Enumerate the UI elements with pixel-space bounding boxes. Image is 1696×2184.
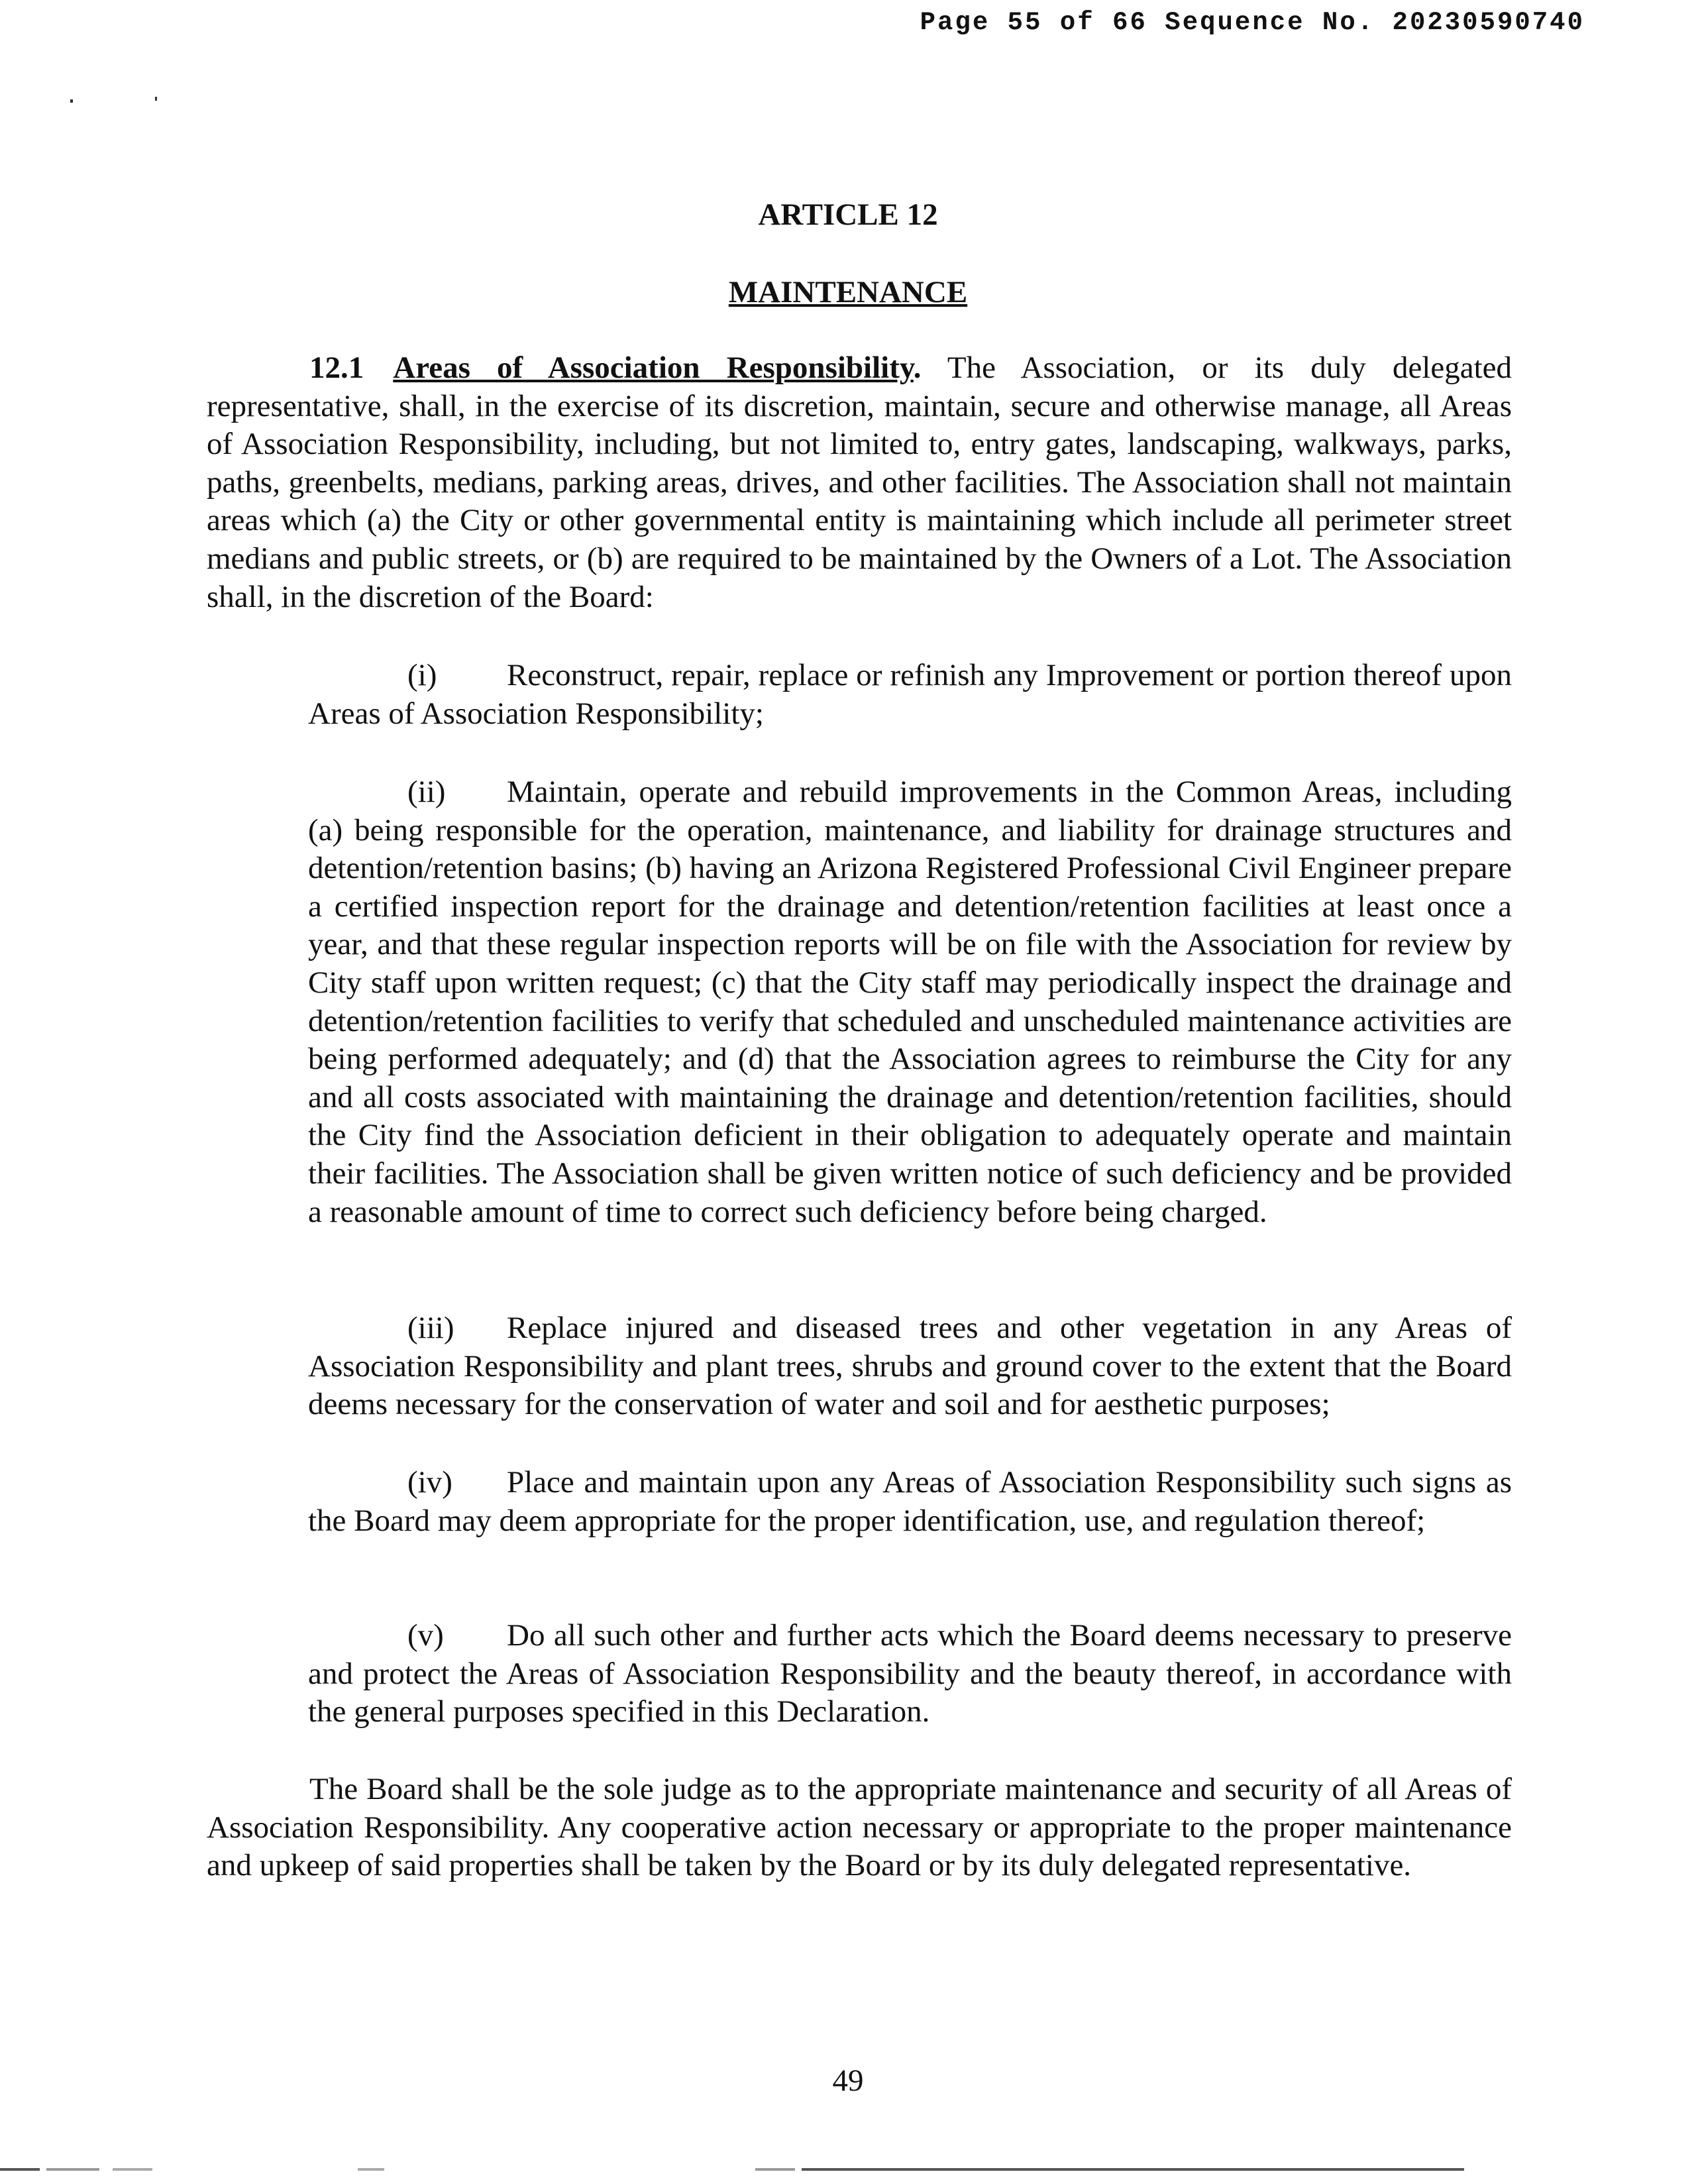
scan-artifact <box>358 2168 384 2171</box>
scan-artifact <box>155 97 157 101</box>
scan-artifact <box>46 2168 99 2171</box>
list-item-text: Replace injured and diseased trees and other vegetation in any Areas of Association Responsibility and plant trees, shrubs and ground cover to the extent that the Board deems necessary for the conservation of water and soil and for aesthetic purposes; <box>308 1311 1512 1422</box>
list-item-v <box>308 1617 1512 1731</box>
section-heading: Areas of Association Responsibility <box>393 351 914 385</box>
list-marker: (iii) <box>407 1311 454 1345</box>
list-item-iii <box>308 1309 1512 1424</box>
list-item-i <box>308 657 1512 733</box>
section-text: The Association, or its duly delegated representative, shall, in the exercise of its discretion, maintain, secure and otherwise manage, all Areas of Association Responsibility, including, but not limited to, entry gates, landscaping, walkways, parks, paths, greenbelts, medians, parking areas, drives, and other facilities. The Association shall not maintain areas which (a) the City or other governmental entity is maintaining which include all perimeter street medians and public streets, or (b) are required to be maintained by the Owners of a Lot. The Association shall, in the discretion of the Board: <box>207 351 1512 614</box>
list-item-text: Place and maintain upon any Areas of Association Responsibility such signs as the Board may deem appropriate for the proper identification, use, and regulation thereof; <box>308 1465 1512 1538</box>
closing-paragraph: The Board shall be the sole judge as to the appropriate maintenance and security of all Areas of Association Responsibility. Any cooperative action necessary or appropriate to the proper maintenance and upkeep of said properties shall be taken by the Board or by its duly delegated representative. <box>207 1772 1512 1883</box>
list-marker: (i) <box>407 658 437 692</box>
list-marker: (iv) <box>407 1465 452 1500</box>
scan-artifact <box>755 2168 795 2171</box>
list-item-ii <box>308 773 1512 1231</box>
list-marker: (ii) <box>407 775 446 809</box>
list-item-iv <box>308 1464 1512 1540</box>
article-title: ARTICLE 12 <box>758 197 938 232</box>
section-number: 12.1 <box>309 351 364 385</box>
article-subtitle: MAINTENANCE <box>728 275 968 309</box>
scan-artifact <box>802 2168 1464 2171</box>
list-item-text: Maintain, operate and rebuild improvements in the Common Areas, including (a) being responsible for the operation, maintenance, and liability for drainage structures and detention/retention basins; (b) having an Arizona Registered Professional Civil Engineer prepare a certified inspection report for the drainage and detention/retention facilities at least once a year, and that these regular inspection reports will be on file with the Association for review by City staff upon written request; (c) that the City staff may periodically inspect the drainage and detention/retention facilities to verify that scheduled and unscheduled maintenance activities are being performed adequately; and (d) that the Association agrees to reimburse the City for any and all costs associated with maintaining the drainage and detention/retention facilities, should the City find the Association deficient in their obligation to adequately operate and maintain their facilities. The Association shall be given written notice of such deficiency and be provided a reasonable amount of time to correct such deficiency before being charged. <box>308 775 1512 1229</box>
page-number: 49 <box>832 2063 864 2098</box>
scan-artifact <box>70 99 73 103</box>
section-heading-period: . <box>913 351 922 385</box>
scan-bottom-edge <box>0 2168 1696 2171</box>
list-item-text: Do all such other and further acts which the Board deems necessary to preserve and protect the Areas of Association Responsibility and the beauty thereof, in accordance with the general purposes specified in this Declaration. <box>308 1618 1512 1729</box>
scan-artifact <box>0 2168 40 2171</box>
scan-artifact <box>113 2168 152 2171</box>
list-marker: (v) <box>407 1618 444 1653</box>
page-sequence-stamp: Page 55 of 66 Sequence No. 20230590740 <box>920 8 1585 37</box>
list-item-text: Reconstruct, repair, replace or refinish any Improvement or portion thereof upon Areas of Association Responsibility; <box>308 658 1512 731</box>
section-12-1-paragraph <box>207 349 1512 616</box>
